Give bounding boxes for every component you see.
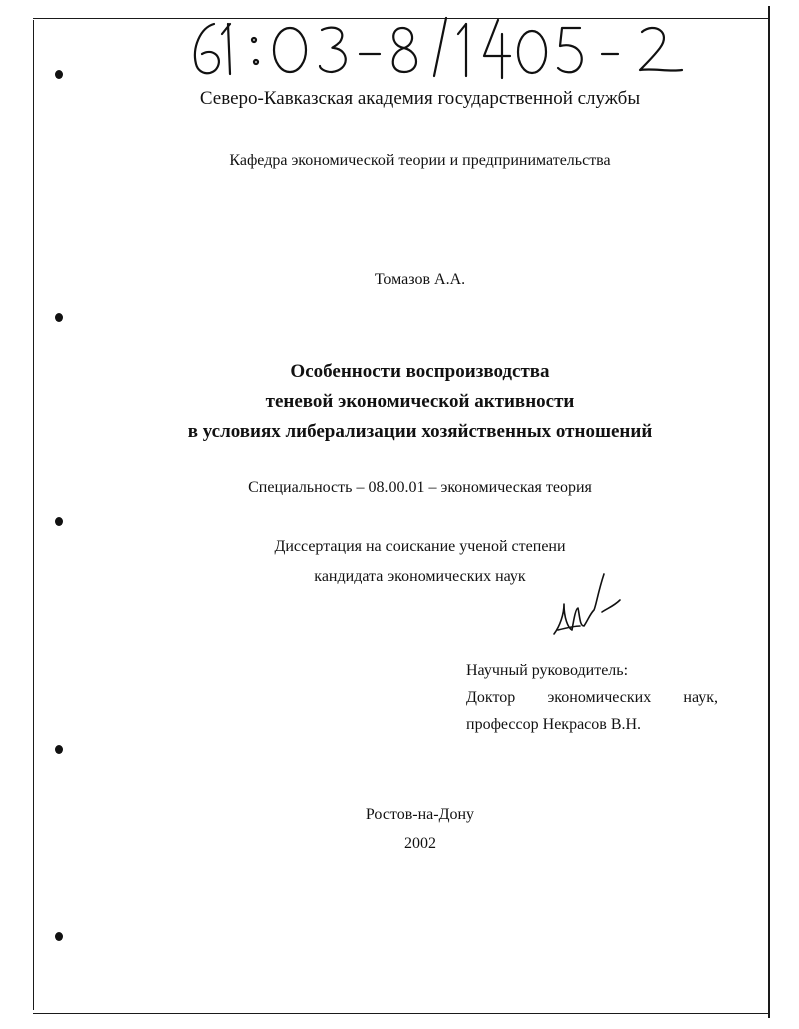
academy-name: Северо-Кавказская академия государственной службы	[199, 88, 641, 109]
dissertation-title	[0, 357, 799, 447]
handwritten-archive-code	[184, 10, 704, 90]
scan-border-bottom	[33, 1013, 769, 1015]
supervisor-label: Научный руководитель:	[466, 662, 629, 679]
supervisor-block	[466, 657, 718, 738]
punch-hole	[55, 517, 63, 526]
department-name: Кафедра экономической теории и предпринимательства	[229, 152, 611, 169]
supervisor-degree-word: экономических	[547, 689, 652, 706]
degree-line: кандидата экономических наук	[314, 568, 526, 585]
title-line: в условиях либерализации хозяйственных отношений	[187, 421, 653, 442]
title-line: теневой экономической активности	[265, 391, 575, 412]
supervisor-degree-word: Доктор	[466, 689, 516, 706]
supervisor-degree	[466, 684, 718, 711]
specialty: Специальность – 08.00.01 – экономическая теория	[248, 479, 592, 496]
title-line: Особенности воспроизводства	[290, 361, 550, 382]
city: Ростов-на-Дону	[365, 806, 475, 823]
year: 2002	[404, 835, 436, 852]
author-name: Томазов А.А.	[374, 271, 466, 288]
supervisor-degree-word: наук,	[683, 689, 718, 706]
punch-hole	[55, 745, 63, 754]
punch-hole	[55, 70, 63, 79]
degree-line: Диссертация на соискание ученой степени	[274, 538, 566, 555]
signature	[550, 568, 630, 648]
supervisor-name: профессор Некрасов В.Н.	[466, 716, 642, 733]
punch-hole	[55, 932, 63, 941]
punch-hole	[55, 313, 63, 322]
